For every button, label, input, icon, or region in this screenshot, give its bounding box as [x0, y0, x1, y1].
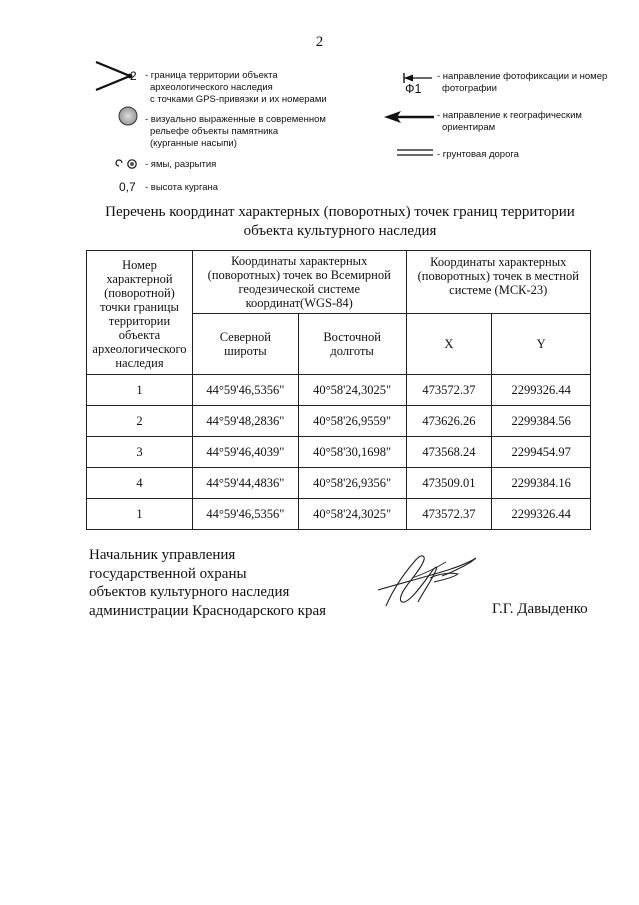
- subheader-x: X: [406, 314, 492, 375]
- cell-point: 1: [87, 375, 193, 406]
- legend-boundary-line-2: археологического наследия: [150, 82, 273, 93]
- subheader-north: [192, 314, 298, 375]
- cell-lon: 40°58'24,3025": [298, 375, 406, 406]
- signatory-position-line: администрации Краснодарского края: [89, 602, 327, 619]
- boundary-point-number: 2: [130, 69, 137, 83]
- cell-lat: 44°59'46,5356": [192, 499, 298, 530]
- orientation-arrow-icon: [384, 110, 436, 124]
- header-wgs-line: координат(WGS-84): [245, 296, 353, 310]
- legend-mound-text: [145, 114, 326, 150]
- header-point-line: археологического: [92, 341, 187, 356]
- dirt-road-symbol: [397, 148, 433, 158]
- header-point-line: территории: [108, 313, 171, 328]
- legend-orientation-text: [437, 110, 582, 134]
- legend-photo-line-2: фотографии: [442, 83, 497, 94]
- header-msk-line: системе (МСК-23): [449, 283, 548, 297]
- header-point-line: точки границы: [100, 299, 179, 314]
- subheader-east: [298, 314, 406, 375]
- subheader-north-line: Северной: [219, 330, 271, 344]
- cell-x: 473572.37: [406, 499, 492, 530]
- cell-y: 2299326.44: [492, 499, 591, 530]
- legend-boundary-line-3: с точками GPS-привязки и их номерами: [150, 94, 327, 105]
- header-wgs-line: Координаты характерных: [231, 254, 368, 268]
- header-point-line: Номер: [122, 257, 157, 272]
- cell-point: 2: [87, 406, 193, 437]
- cell-lon: 40°58'26,9559": [298, 406, 406, 437]
- header-wgs-line: (поворотных) точек во Всемирной: [207, 268, 391, 282]
- header-point-line: объекта: [118, 327, 161, 342]
- table-row: [87, 468, 591, 499]
- table-row: [87, 437, 591, 468]
- subheader-y: Y: [492, 314, 591, 375]
- legend-mound-line-2: рельефе объекты памятника: [150, 126, 279, 137]
- subheader-north-line: широты: [224, 344, 267, 358]
- legend-pits-text: - ямы, разрытия: [145, 159, 217, 170]
- cell-y: 2299384.56: [492, 406, 591, 437]
- cell-lon: 40°58'26,9356": [298, 468, 406, 499]
- cell-lon: 40°58'30,1698": [298, 437, 406, 468]
- document-title: [60, 203, 620, 241]
- legend-photo-line-1: - направление фотофиксации и номер: [437, 71, 608, 82]
- cell-lat: 44°59'46,5356": [192, 375, 298, 406]
- cell-lat: 44°59'44,4836": [192, 468, 298, 499]
- cell-point: 3: [87, 437, 193, 468]
- cell-x: 473509.01: [406, 468, 492, 499]
- subheader-east-line: долготы: [330, 344, 374, 358]
- legend-boundary-text: [145, 70, 327, 106]
- mound-symbol: [117, 105, 139, 127]
- cell-point: 4: [87, 468, 193, 499]
- header-wgs84: [192, 251, 406, 314]
- handwritten-signature: [372, 548, 482, 610]
- header-msk23: [406, 251, 590, 314]
- table-row: [87, 499, 591, 530]
- document-title-line-2: объекта культурного наследия: [243, 223, 437, 239]
- cell-x: 473572.37: [406, 375, 492, 406]
- legend-boundary-line-1: - граница территории объекта: [145, 70, 278, 81]
- legend-photo-text: [437, 71, 607, 95]
- subheader-east-line: Восточной: [323, 330, 381, 344]
- cell-x: 473568.24: [406, 437, 492, 468]
- cell-point: 1: [87, 499, 193, 530]
- signatory-name: Г.Г. Давыденко: [492, 601, 588, 617]
- cell-lat: 44°59'46,4039": [192, 437, 298, 468]
- header-point-line: характерной: [106, 271, 173, 286]
- header-msk-line: Координаты характерных: [430, 255, 567, 269]
- signatory-position: [89, 546, 326, 620]
- header-msk-line: (поворотных) точек в местной: [417, 269, 579, 283]
- cell-y: 2299384.16: [492, 468, 591, 499]
- cell-y: 2299454.97: [492, 437, 591, 468]
- signatory-position-line: объектов культурного наследия: [89, 584, 290, 600]
- document-title-line-1: Перечень координат характерных (поворотных) точек границ территории: [105, 204, 575, 220]
- table-row: [87, 406, 591, 437]
- table-row: [87, 375, 591, 406]
- pit-symbol: [115, 157, 141, 171]
- table-header-row: [87, 251, 591, 314]
- header-wgs-line: геодезической системе: [238, 282, 360, 296]
- signatory-position-line: государственной охраны: [89, 565, 247, 582]
- header-point-line: наследия: [115, 355, 164, 370]
- cell-x: 473626.26: [406, 406, 492, 437]
- cell-y: 2299326.44: [492, 375, 591, 406]
- photo-label: Ф1: [405, 82, 422, 96]
- legend-mound-line-1: - визуально выраженные в современном: [145, 114, 326, 125]
- legend-mound-line-3: (курганные насыпи): [150, 138, 237, 149]
- legend-orientation-line-1: - направление к географическим: [437, 110, 582, 121]
- boundary-line-symbol: [94, 60, 134, 92]
- legend-orientation-line-2: ориентирам: [442, 122, 496, 133]
- cell-lon: 40°58'24,3025": [298, 499, 406, 530]
- legend-road-text: - грунтовая дорога: [437, 149, 519, 160]
- page-number: 2: [315, 34, 324, 50]
- header-point-line: (поворотной): [104, 285, 175, 300]
- signatory-position-line: Начальник управления: [89, 547, 236, 563]
- cell-lat: 44°59'48,2836": [192, 406, 298, 437]
- header-point-number: [87, 251, 193, 375]
- coordinates-table: [86, 250, 591, 530]
- legend-height-text: - высота кургана: [145, 182, 219, 193]
- mound-height-value: 0,7: [119, 180, 136, 194]
